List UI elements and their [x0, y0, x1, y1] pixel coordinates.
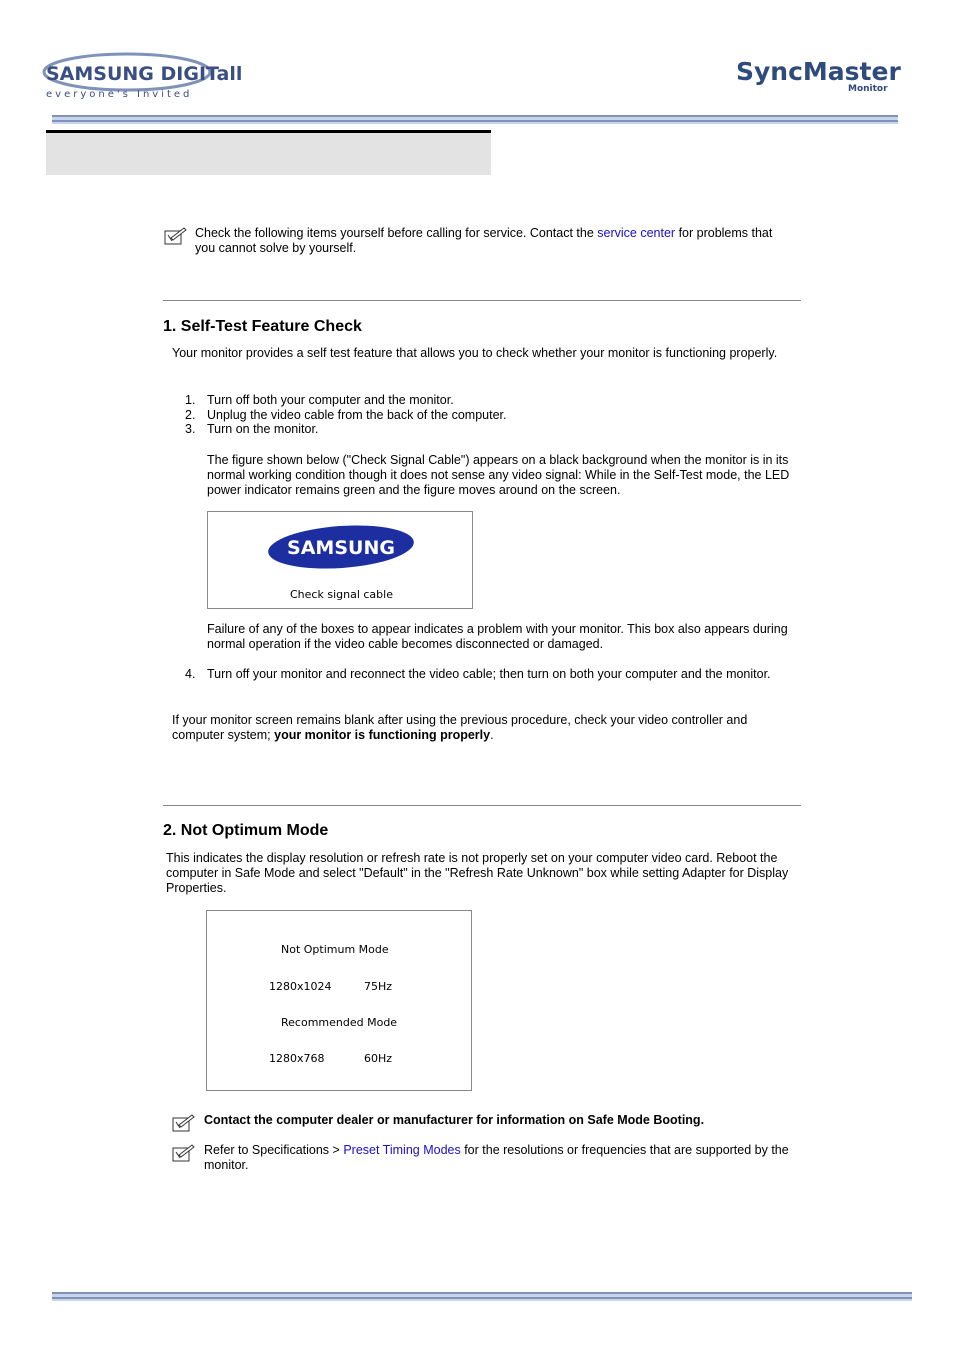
- safe-mode-note: Contact the computer dealer or manufacturer for information on Safe Mode Booting.: [204, 1113, 705, 1127]
- not-optimum-line: Not Optimum Mode: [281, 943, 389, 956]
- svg-text:SAMSUNG DIGITall: SAMSUNG DIGITall: [46, 63, 243, 85]
- footer-band: [52, 1290, 912, 1299]
- check-signal-figure: [207, 511, 473, 609]
- section-divider: [163, 805, 801, 806]
- header-band: [52, 113, 898, 122]
- preset-timing-modes-link[interactable]: Preset Timing Modes: [343, 1143, 461, 1157]
- section-title-self-test: 1. Self-Test Feature Check: [163, 318, 362, 335]
- section-divider: [163, 300, 801, 301]
- syncmaster-logo: [736, 54, 901, 94]
- figure-intro: The figure shown below ("Check Signal Cable") appears on a black background when the monitor is in its normal working condition though it does not sense any video signal: While in the Self-Test mode, the LED power indicator remains green and the figure moves around on the screen.: [207, 453, 790, 497]
- intro-text: Check the following items yourself before calling for service. Contact the service center for problems that you cannot solve by yourself.: [195, 226, 773, 255]
- check-signal-caption: Check signal cable: [290, 588, 393, 601]
- service-center-link[interactable]: service center: [597, 226, 676, 240]
- samsung-digitall-logo: [42, 50, 243, 100]
- recommended-line: Recommended Mode: [281, 1016, 398, 1029]
- samsung-logo: [266, 524, 416, 570]
- svg-text:Monitor: Monitor: [848, 84, 888, 94]
- svg-text:everyone's Invited: everyone's Invited: [46, 89, 193, 100]
- self-test-closing: If your monitor screen remains blank after using the previous procedure, check your video controller and computer system; your monitor is functioning properly.: [172, 713, 748, 742]
- note-pencil-icon: [172, 1113, 196, 1133]
- self-test-intro: Your monitor provides a self test feature that allows you to check whether your monitor is functioning properly.: [172, 346, 778, 360]
- recommended-frequency: 60Hz: [364, 1052, 393, 1065]
- specifications-note: Refer to Specifications > Preset Timing Modes for the resolutions or frequencies that are supported by the monitor.: [204, 1143, 789, 1172]
- page-title-bar: [46, 130, 491, 175]
- note-pencil-icon: [172, 1143, 196, 1163]
- figure-after-text: Failure of any of the boxes to appear indicates a problem with your monitor. This box also appears during normal operation if the video cable becomes disconnected or damaged.: [207, 622, 788, 651]
- note-pencil-icon: [164, 226, 188, 246]
- section-title-not-optimum: 2. Not Optimum Mode: [163, 822, 329, 839]
- svg-text:SAMSUNG: SAMSUNG: [287, 537, 395, 559]
- current-frequency: 75Hz: [364, 980, 393, 993]
- current-resolution: 1280x1024: [269, 980, 332, 993]
- not-optimum-figure: [206, 910, 472, 1091]
- svg-text:SyncMaster: SyncMaster: [736, 57, 901, 86]
- recommended-resolution: 1280x768: [269, 1052, 325, 1065]
- not-optimum-intro: This indicates the display resolution or refresh rate is not properly set on your computer video card. Reboot the computer in Safe Mode and select "Default" in the "Refresh Rate Unknown" box while setting Adapter for Display Properties.: [166, 851, 789, 895]
